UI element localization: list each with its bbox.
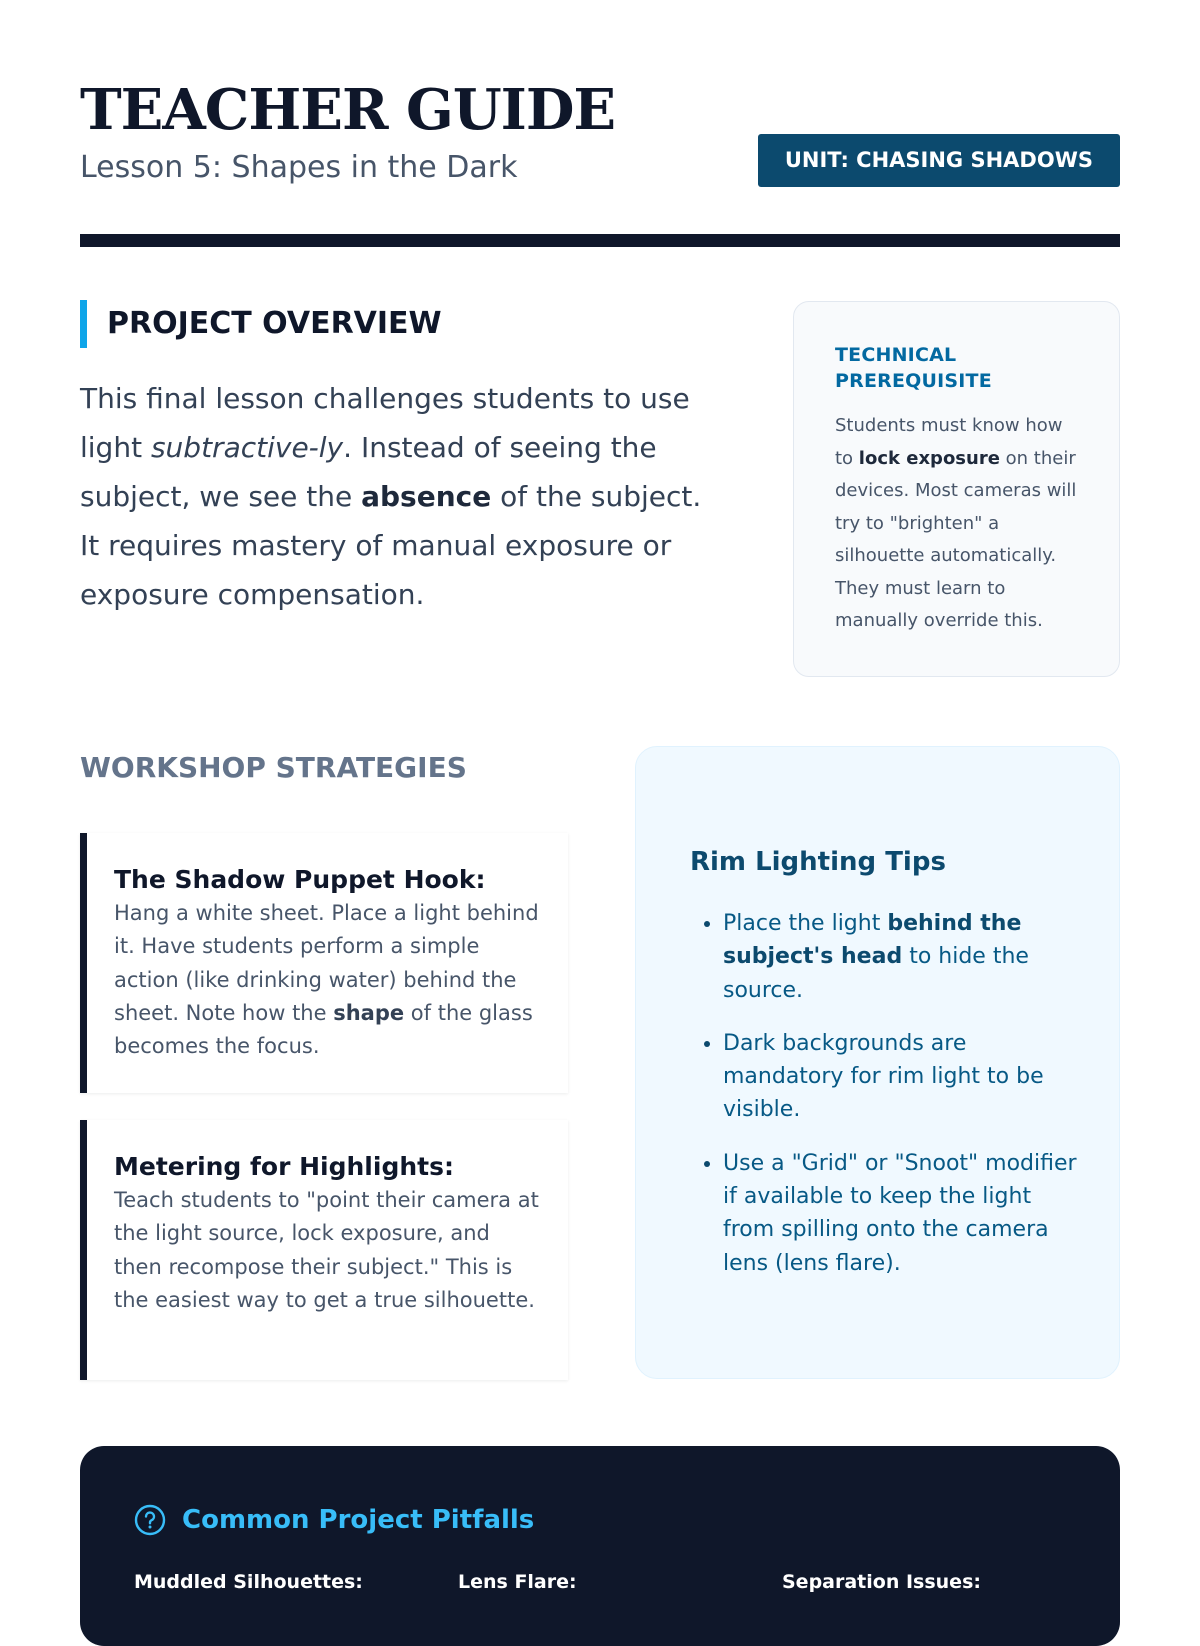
tip-item xyxy=(723,907,1079,1007)
unit-badge: UNIT: CHASING SHADOWS xyxy=(758,134,1120,187)
tip-text-part: to hide the source. xyxy=(723,944,1029,1003)
rim-lighting-tips-card xyxy=(635,746,1120,1379)
tip-text-part: Place the light xyxy=(723,911,888,936)
tips-title: Rim Lighting Tips xyxy=(690,847,946,877)
strategy-title: The Shadow Puppet Hook: xyxy=(114,865,486,894)
prerequisite-text-strong: lock exposure xyxy=(858,447,1000,469)
strategy-text-strong: shape xyxy=(333,1000,405,1025)
pitfall-separation-issues: Separation Issues: xyxy=(782,1571,981,1593)
prerequisite-text-part: on their devices. Most cameras will try to "brighten" a silhouette automatically. They must learn to manually override this. xyxy=(835,447,1077,631)
overview-text-part: of the subject. It requires mastery of manual exposure or exposure compensation. xyxy=(80,480,702,611)
help-circle-icon xyxy=(134,1504,166,1536)
project-overview-text xyxy=(80,374,720,619)
strategy-text-part: of the glass becomes the focus. xyxy=(114,1000,533,1059)
page-title: TEACHER GUIDE xyxy=(80,77,616,143)
pitfalls-header xyxy=(134,1502,534,1538)
pitfall-muddled-silhouettes: Muddled Silhouettes: xyxy=(134,1571,363,1593)
tips-list xyxy=(690,907,1079,1280)
prerequisite-text xyxy=(835,410,1081,638)
common-pitfalls-panel xyxy=(80,1446,1120,1646)
workshop-strategies-heading: WORKSHOP STRATEGIES xyxy=(80,751,467,784)
pitfalls-title: Common Project Pitfalls xyxy=(182,1505,535,1535)
tip-text-strong: behind the subject's head xyxy=(723,911,1022,970)
strategy-text xyxy=(114,897,540,1063)
teacher-guide-page xyxy=(80,0,1120,1600)
prerequisite-title: TECHNICAL PREREQUISITE xyxy=(835,344,992,392)
strategy-text: Teach students to "point their camera at the light source, lock exposure, and then recompose their subject." This is the easiest way to get a true silhouette. xyxy=(114,1188,539,1312)
strategy-text-part: Hang a white sheet. Place a light behind it. Have students perform a simple action (like drinking water) behind the sheet. Note how the xyxy=(114,901,539,1025)
strategy-title: Metering for Highlights: xyxy=(114,1152,454,1181)
technical-prerequisite-card xyxy=(793,301,1120,677)
pitfall-lens-flare: Lens Flare: xyxy=(458,1571,577,1593)
overview-text-part: This final lesson challenges students to use light xyxy=(80,382,690,464)
overview-text-part: . Instead of seeing the subject, we see the xyxy=(80,431,657,513)
header-divider xyxy=(80,234,1120,247)
overview-text-strong: absence xyxy=(361,480,492,513)
strategy-card-metering xyxy=(80,1120,568,1380)
lesson-subtitle: Lesson 5: Shapes in the Dark xyxy=(80,150,518,185)
tip-item: • Use a "Grid" or "Snoot" modifier if available to keep the light from spilling onto the camera lens (lens flare). xyxy=(723,1147,1079,1280)
project-overview-heading: PROJECT OVERVIEW xyxy=(80,300,442,348)
strategy-card-shadow-puppet xyxy=(80,833,568,1093)
tip-item: • Dark backgrounds are mandatory for rim light to be visible. xyxy=(723,1027,1079,1127)
prerequisite-text-part: Students must know how to xyxy=(835,415,1063,469)
overview-text-emphasis: subtractive-ly xyxy=(150,431,344,464)
